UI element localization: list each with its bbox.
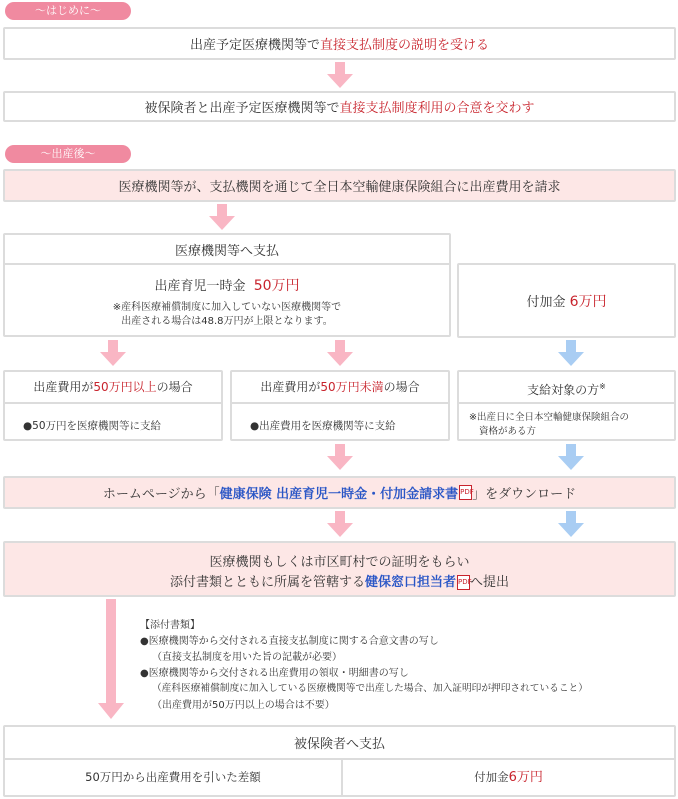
case-under-detail: ●出産費用を医療機関等に支給 xyxy=(250,420,396,432)
case-over-detail: ●50万円を医療機関等に支給 xyxy=(23,420,162,432)
step-claim-text: 医療機関等が、支払機関を通じて全日本空輸健康保険組合に出産費用を請求 xyxy=(118,180,561,195)
arrow-down-icon xyxy=(325,444,355,472)
intro-label: ～はじめに～ xyxy=(5,2,131,20)
payment-medical-box xyxy=(3,233,451,337)
addon-label: 付加金 xyxy=(526,295,566,310)
arrow-down-icon xyxy=(325,340,355,368)
download-post: 」をダウンロード xyxy=(472,487,577,502)
step-explain-text: 出産予定医療機関等で xyxy=(189,38,320,53)
case-under-highlight: 50万円未満 xyxy=(320,380,384,394)
long-arrow-down-icon xyxy=(96,599,126,721)
arrow-down-icon xyxy=(325,62,355,90)
addon-value: 6万円 xyxy=(569,293,607,310)
arrow-down-icon xyxy=(207,204,237,232)
step-agree-highlight: 直接支払制度利用の合意を交わす xyxy=(339,101,535,116)
divider xyxy=(5,402,221,404)
step-claim xyxy=(3,169,676,202)
divider xyxy=(459,402,674,404)
step-explain-highlight: 直接支払制度の説明を受ける xyxy=(320,38,490,53)
eligible-note-1: ※出産日に全日本空輸健康保険組合の xyxy=(469,412,629,423)
case-over-title xyxy=(5,372,221,402)
attachment-line-4: （産科医療補償制度に加入している医療機関等で出産した場合、加入証明印が押印されていること） xyxy=(152,683,588,694)
lump-sum-line xyxy=(5,275,449,295)
submit-line-2-pre: 添付書類とともに所属を管轄する xyxy=(169,575,365,590)
submit-line-2-post: へ提出 xyxy=(470,575,510,590)
health-insurance-contact-link[interactable]: 健保窓口担当者 xyxy=(364,575,456,590)
eligible-note-2: 資格がある方 xyxy=(479,426,537,437)
arrow-down-icon xyxy=(556,340,586,368)
after-birth-label: ～出産後～ xyxy=(5,145,131,163)
attachment-line-5: （出産費用が50万円以上の場合は不要） xyxy=(152,700,335,711)
attachment-line-2: （直接支払制度を用いた旨の記載が必要） xyxy=(152,652,342,663)
submit-line-1: 医療機関もしくは市区町村での証明をもらい xyxy=(209,555,470,570)
addon-box xyxy=(457,263,676,338)
submit-box xyxy=(3,541,676,597)
payment-insured-title: 被保険者へ支払 xyxy=(293,737,385,752)
arrow-down-icon xyxy=(556,444,586,472)
pdf-icon[interactable]: PDF xyxy=(459,485,472,500)
divider xyxy=(5,263,449,265)
payment-insured-right xyxy=(343,760,674,795)
attachment-line-3: ●医療機関等から交付される出産費用の領収・明細書の写し xyxy=(140,668,409,679)
payment-insured-right-value: 6万円 xyxy=(508,770,543,785)
case-under-title xyxy=(232,372,448,402)
arrow-down-icon xyxy=(98,340,128,368)
case-under-pre: 出産費用が xyxy=(260,380,321,394)
case-under-post: の場合 xyxy=(383,380,420,394)
download-form-link[interactable]: 健康保険 出産育児一時金・付加金請求書 xyxy=(219,487,459,502)
case-over-post: の場合 xyxy=(156,380,193,394)
lump-sum-label: 出産育児一時金 xyxy=(154,279,246,294)
attachment-line-1: ●医療機関等から交付される直接支払制度に関する合意文書の写し xyxy=(140,636,439,647)
case-over-pre: 出産費用が xyxy=(33,380,94,394)
step-explain xyxy=(3,27,676,60)
payment-insured-right-label: 付加金 xyxy=(474,770,509,784)
payment-medical-title: 医療機関等へ支払 xyxy=(174,243,279,259)
step-agree-text: 被保険者と出産予定医療機関等で xyxy=(144,101,340,116)
lump-sum-note-1: ※産科医療補償制度に加入していない医療機関等で xyxy=(112,302,342,313)
case-over-highlight: 50万円以上 xyxy=(93,380,157,394)
lump-sum-value: 50万円 xyxy=(253,278,300,294)
arrow-down-icon xyxy=(325,511,355,539)
eligible-title xyxy=(459,372,674,402)
pdf-icon[interactable]: PDF xyxy=(457,575,470,590)
case-over-box xyxy=(3,370,223,441)
eligible-box xyxy=(457,370,676,441)
payment-insured-box xyxy=(3,725,676,797)
payment-insured-left: 50万円から出産費用を引いた差額 xyxy=(85,770,261,784)
step-agree xyxy=(3,91,676,122)
submit-line-2 xyxy=(5,571,674,590)
arrow-down-icon xyxy=(556,511,586,539)
divider xyxy=(232,402,448,404)
attachments-title: 【添付書類】 xyxy=(140,620,200,631)
eligible-title-text: 支給対象の方 xyxy=(527,383,600,397)
case-under-box xyxy=(230,370,450,441)
eligible-mark: ※ xyxy=(599,382,606,391)
download-box xyxy=(3,476,676,509)
lump-sum-note-2: 出産される場合は48.8万円が上限となります。 xyxy=(121,316,333,327)
download-pre: ホームページから「 xyxy=(102,487,220,502)
